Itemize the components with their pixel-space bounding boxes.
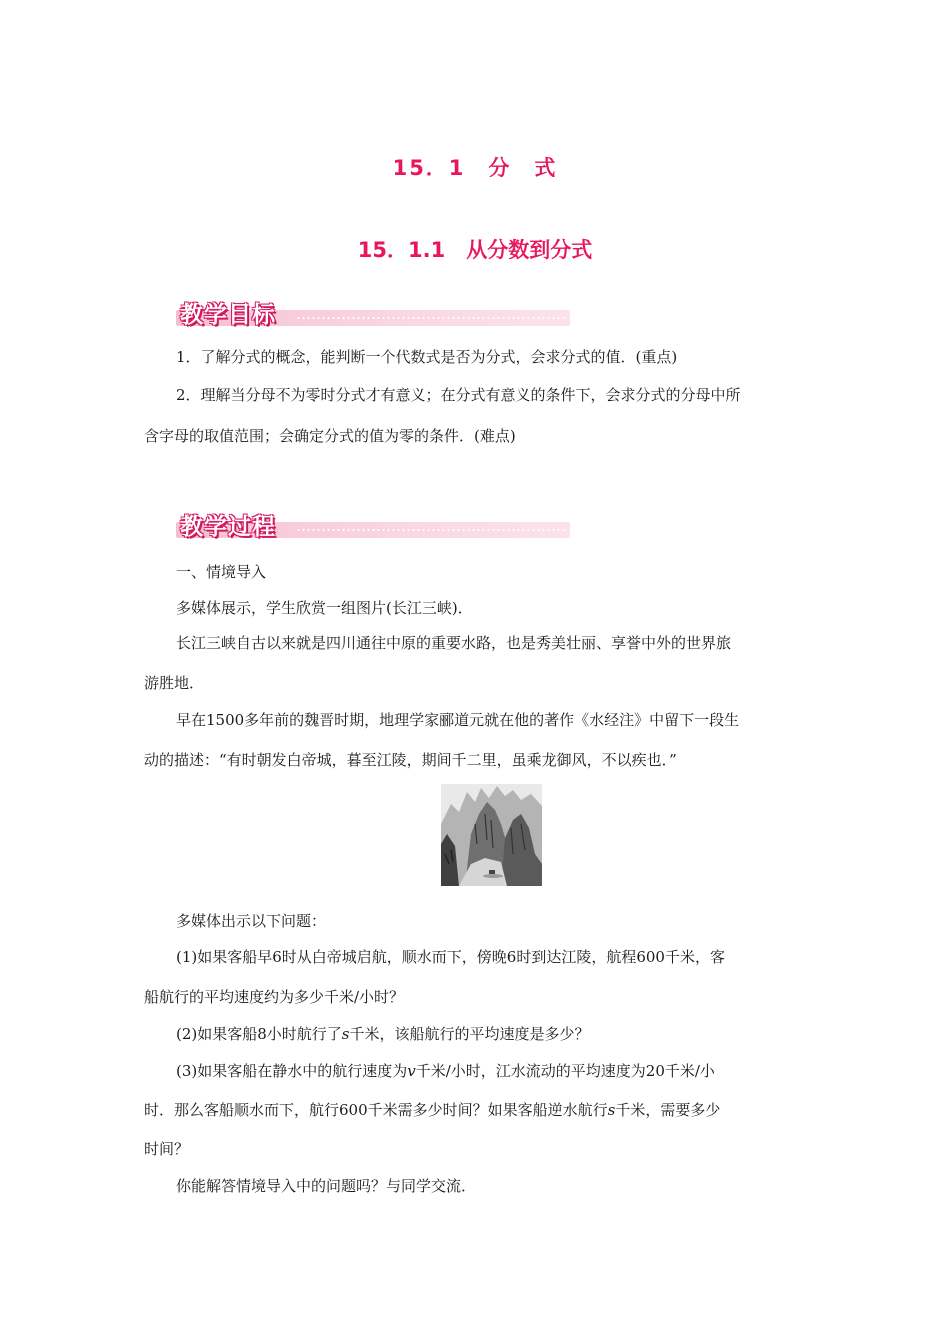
question-2-text-a: (2)如果客船8小时航行了: [176, 1025, 342, 1043]
section-title: 15．1 分 式: [392, 156, 558, 180]
three-gorges-image: [441, 784, 542, 886]
question-3-text-c: 时．那么客船顺水而下，航行600千米需多少时间？如果客船逆水航行: [144, 1101, 608, 1119]
question-2: [176, 1023, 590, 1045]
paragraph-3-line-1: 早在1500多年前的魏晋时期，地理学家郦道元就在他的著作《水经注》中留下一段生: [176, 711, 740, 729]
question-2-text-b: 千米，该船航行的平均速度是多少？: [349, 1025, 590, 1043]
banner-dots: [296, 529, 566, 531]
variable-s: s: [607, 1101, 616, 1119]
question-1-line-2: 船航行的平均速度约为多少千米/小时？: [144, 988, 405, 1006]
subsection-title: 15．1.1 从分数到分式: [357, 238, 593, 262]
question-3-text-d: 千米，需要多少: [615, 1101, 721, 1119]
landscape-painting-icon: [441, 784, 542, 886]
question-3-line-3: 时间？: [144, 1140, 190, 1158]
process-heading: 一、情境导入: [176, 563, 267, 581]
paragraph-5: 你能解答情境导入中的问题吗？与同学交流．: [176, 1177, 477, 1195]
banner-label: 教学过程: [180, 514, 276, 540]
objective-1: 1．了解分式的概念，能判断一个代数式是否为分式，会求分式的值．(重点): [176, 348, 678, 366]
objective-2-line-1: 2．理解当分母不为零时分式才有意义；在分式有意义的条件下，会求分式的分母中所: [176, 386, 741, 404]
question-3-text-a: (3)如果客船在静水中的航行速度为: [176, 1062, 408, 1080]
banner-dots: [296, 317, 566, 319]
question-1-line-1: (1)如果客船早6时从白帝城启航，顺水而下，傍晚6时到达江陵，航程600千米，客: [176, 948, 725, 966]
variable-s: s: [341, 1025, 350, 1043]
objectives-banner: [176, 298, 570, 328]
variable-v: v: [407, 1062, 416, 1080]
banner-label: 教学目标: [180, 302, 276, 328]
paragraph-2-line-1: 长江三峡自古以来就是四川通往中原的重要水路，也是秀美壮丽、享誉中外的世界旅: [176, 634, 732, 652]
paragraph-4: 多媒体出示以下问题：: [176, 912, 327, 930]
paragraph-3-line-2: 动的描述：“有时朝发白帝城，暮至江陵，期间千二里，虽乘龙御风，不以疾也．”: [144, 751, 677, 769]
paragraph-1: 多媒体展示，学生欣赏一组图片(长江三峡)．: [176, 599, 473, 617]
question-3-line-2: [144, 1099, 720, 1121]
process-banner: [176, 510, 570, 540]
objective-2-line-2: 含字母的取值范围；会确定分式的值为零的条件．(难点): [144, 427, 516, 445]
question-3-text-b: 千米/小时，江水流动的平均速度为20千米/小: [415, 1062, 715, 1080]
question-3-line-1: [176, 1060, 715, 1082]
paragraph-2-line-2: 游胜地．: [144, 674, 205, 692]
